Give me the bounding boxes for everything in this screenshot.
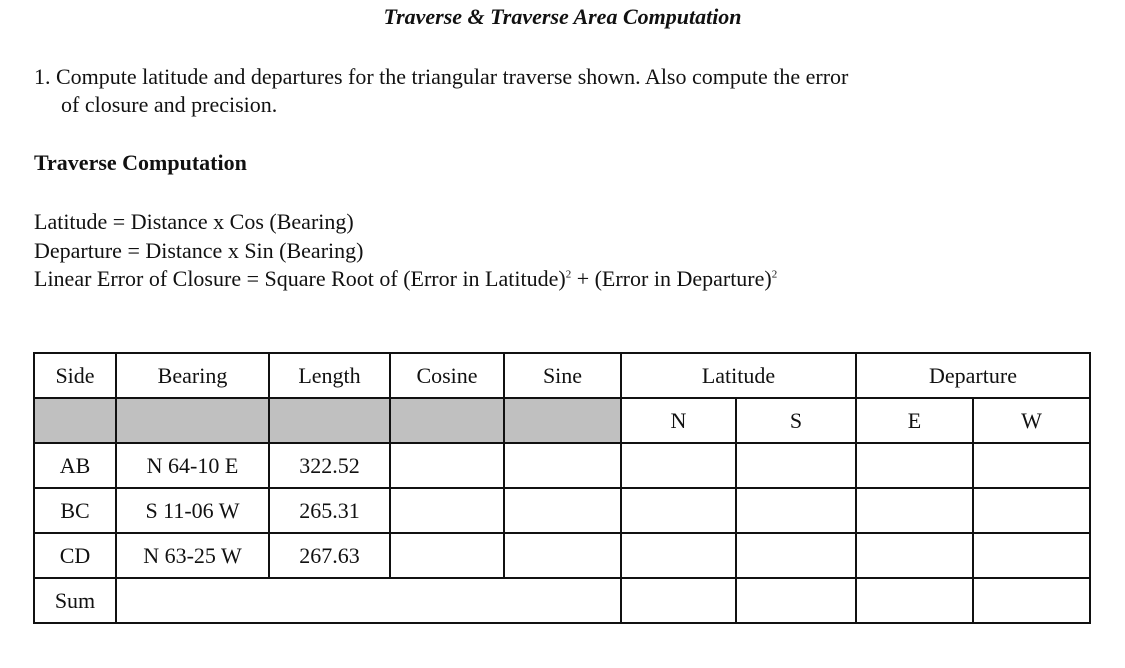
header-cosine: Cosine (390, 353, 504, 398)
shaded-cell (390, 398, 504, 443)
bearing-cell: N 63-25 W (116, 533, 269, 578)
side-cell: CD (34, 533, 116, 578)
header-latitude: Latitude (621, 353, 856, 398)
shaded-cell (504, 398, 621, 443)
latitude-s-cell (736, 533, 856, 578)
header-east: E (856, 398, 973, 443)
sine-cell (504, 488, 621, 533)
question-text (34, 63, 1034, 119)
closure-formula (34, 265, 777, 294)
departure-e-cell (856, 488, 973, 533)
sum-label: Sum (34, 578, 116, 623)
header-north: N (621, 398, 736, 443)
shaded-cell (34, 398, 116, 443)
traverse-table (33, 352, 1091, 624)
header-south: S (736, 398, 856, 443)
length-cell: 267.63 (269, 533, 390, 578)
cosine-cell (390, 533, 504, 578)
latitude-n-cell (621, 443, 736, 488)
sum-latitude-n-cell (621, 578, 736, 623)
sum-blank-cell (116, 578, 621, 623)
latitude-s-cell (736, 443, 856, 488)
header-length: Length (269, 353, 390, 398)
table-row (34, 443, 1090, 488)
latitude-n-cell (621, 488, 736, 533)
departure-w-cell (973, 443, 1090, 488)
sum-latitude-s-cell (736, 578, 856, 623)
departure-w-cell (973, 533, 1090, 578)
shaded-cell (269, 398, 390, 443)
squared-superscript: 2 (565, 268, 572, 281)
sine-cell (504, 533, 621, 578)
squared-superscript: 2 (771, 268, 778, 281)
sum-departure-e-cell (856, 578, 973, 623)
side-cell: AB (34, 443, 116, 488)
formula-block (34, 208, 777, 294)
latitude-formula: Latitude = Distance x Cos (Bearing) (34, 209, 354, 234)
latitude-n-cell (621, 533, 736, 578)
bearing-cell: N 64-10 E (116, 443, 269, 488)
table-row (34, 488, 1090, 533)
side-cell: BC (34, 488, 116, 533)
header-west: W (973, 398, 1090, 443)
cosine-cell (390, 488, 504, 533)
departure-formula: Departure = Distance x Sin (Bearing) (34, 237, 364, 263)
header-departure: Departure (856, 353, 1090, 398)
bearing-cell: S 11-06 W (116, 488, 269, 533)
question-line-2: of closure and precision. (61, 92, 278, 117)
header-bearing: Bearing (116, 353, 269, 398)
departure-e-cell (856, 533, 973, 578)
departure-e-cell (856, 443, 973, 488)
sine-cell (504, 443, 621, 488)
departure-w-cell (973, 488, 1090, 533)
section-heading: Traverse Computation (34, 150, 247, 175)
closure-formula-part-1: Linear Error of Closure = Square Root of (Error in Latitude) (34, 266, 566, 291)
sum-departure-w-cell (973, 578, 1090, 623)
table-row (34, 533, 1090, 578)
header-side: Side (34, 353, 116, 398)
question-line-1: 1. Compute latitude and departures for the triangular traverse shown. Also compute the error (34, 64, 849, 89)
latitude-s-cell (736, 488, 856, 533)
cosine-cell (390, 443, 504, 488)
sum-row (34, 578, 1090, 623)
subheader-row (34, 398, 1090, 443)
page-title: Traverse & Traverse Area Computation (383, 4, 742, 29)
header-sine: Sine (504, 353, 621, 398)
length-cell: 322.52 (269, 443, 390, 488)
length-cell: 265.31 (269, 488, 390, 533)
header-row (34, 353, 1090, 398)
shaded-cell (116, 398, 269, 443)
closure-formula-part-2: + (Error in Departure) (571, 266, 772, 291)
